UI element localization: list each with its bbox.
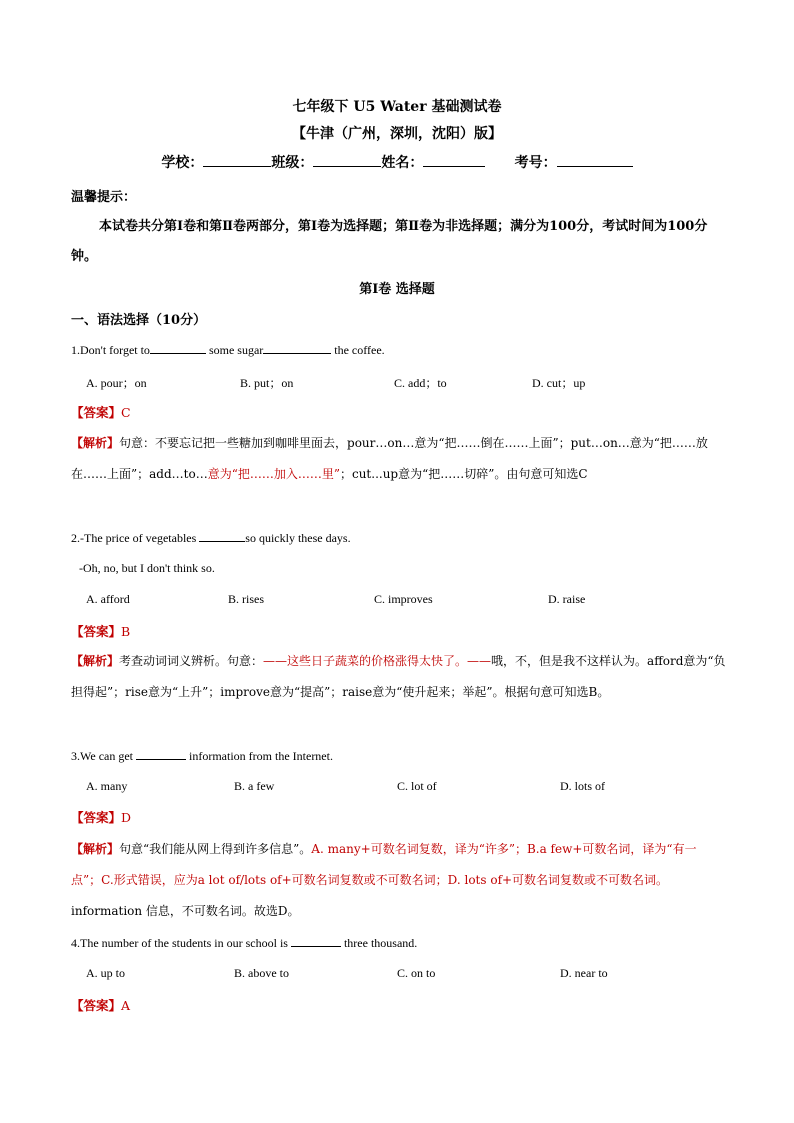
exam-no-blank[interactable]: [557, 154, 633, 167]
school-blank[interactable]: [203, 154, 271, 167]
explain-tag: 【解析】: [71, 654, 120, 668]
answer-tag: 【答案】: [71, 405, 122, 420]
blank: [136, 748, 186, 760]
answer-2: [71, 622, 130, 640]
question-4-stem: 4.The number of the students in our school is three thousand.: [71, 936, 418, 950]
question-2-line2: -Oh, no, but I don't think so.: [79, 561, 215, 575]
question-2-stem: 2.-The price of vegetables so quickly these days.: [71, 531, 351, 545]
option-b[interactable]: B. rises: [228, 592, 264, 606]
class-label: 班级：: [271, 155, 314, 171]
option-c[interactable]: C. on to: [397, 966, 436, 980]
option-a[interactable]: A. afford: [86, 592, 130, 606]
tips-heading: 温馨提示：: [71, 190, 137, 205]
question-3-stem: 3.We can get information from the Internet.: [71, 749, 333, 763]
option-a[interactable]: A. pour；on: [86, 376, 147, 390]
explain-tag: 【解析】: [71, 842, 120, 856]
explain-tag: 【解析】: [71, 436, 120, 450]
answer-4: [71, 996, 130, 1014]
option-a[interactable]: A. many: [86, 779, 128, 793]
option-c[interactable]: C. improves: [374, 592, 433, 606]
option-c[interactable]: C. add；to: [394, 376, 447, 390]
answer-tag: 【答案】: [71, 998, 122, 1013]
blank: [199, 530, 245, 542]
school-label: 学校：: [161, 155, 204, 171]
exam-subtitle: 【牛津（广州，深圳，沈阳）版】: [292, 126, 502, 142]
explanation-2: 【解析】考查动词词义辨析。句意：——这些日子蔬菜的价格涨得太快了。——哦，不，但是我不这样认为。afford意为“负担得起”；rise意为“上升”；improve意为“提高”；raise意为“使升起来；举起”。根据句意可知选B。: [71, 654, 726, 699]
explanation-3: 【解析】句意“我们能从网上得到许多信息”。A. many+可数名词复数，译为“许多”；B.a few+可数名词，译为“有一点”；C.形式错误，应为a lot of/lots of+可数名词复数或不可数名词；D. lots of+可数名词复数或不可数名词。information 信息，不可数名词。故选D。: [71, 842, 697, 918]
blank: [150, 342, 206, 354]
exam-title: 七年级下 U5 Water 基础测试卷: [292, 99, 502, 115]
option-b[interactable]: B. above to: [234, 966, 289, 980]
option-a[interactable]: A. up to: [86, 966, 125, 980]
class-blank[interactable]: [313, 154, 381, 167]
option-d[interactable]: D. lots of: [560, 779, 605, 793]
answer-3: [71, 808, 131, 826]
tips-body: 本试卷共分第Ⅰ卷和第Ⅱ卷两部分，第Ⅰ卷为选择题；第Ⅱ卷为非选择题；满分为100分，考试时间为100分钟。: [71, 219, 708, 264]
blank: [263, 342, 331, 354]
blank: [291, 935, 341, 947]
answer-value: D: [121, 810, 132, 825]
answer-tag: 【答案】: [71, 810, 122, 825]
option-d[interactable]: D. near to: [560, 966, 608, 980]
explanation-1: 【解析】句意：不要忘记把一些糖加到咖啡里面去，pour…on…意为“把……倒在……上面”；put…on…意为“把……放在……上面”；add…to…意为“把……加入……里”；cut...up意为“把……切碎”。由句意可知选C: [71, 436, 708, 481]
part-heading: 一、语法选择（10分）: [71, 313, 207, 328]
option-d[interactable]: D. raise: [548, 592, 586, 606]
student-info-line: [0, 152, 794, 172]
question-1-stem: 1.Don't forget to some sugar the coffee.: [71, 343, 385, 357]
answer-value: B: [121, 624, 131, 639]
option-d[interactable]: D. cut；up: [532, 376, 586, 390]
option-b[interactable]: B. put；on: [240, 376, 294, 390]
exam-no-label: 考号：: [514, 155, 557, 171]
option-b[interactable]: B. a few: [234, 779, 275, 793]
name-label: 姓名：: [381, 155, 424, 171]
answer-value: A: [121, 998, 131, 1013]
option-c[interactable]: C. lot of: [397, 779, 437, 793]
answer-tag: 【答案】: [71, 624, 122, 639]
name-blank[interactable]: [423, 154, 485, 167]
answer-value: C: [121, 405, 131, 420]
section-title: 第Ⅰ卷 选择题: [359, 282, 435, 297]
answer-1: [71, 403, 131, 421]
